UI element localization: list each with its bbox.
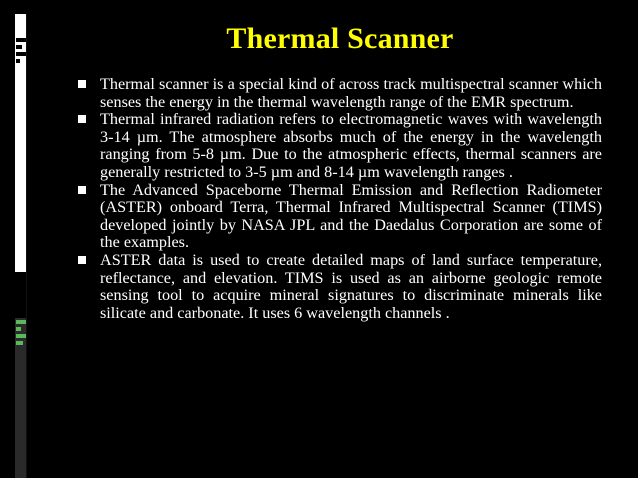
square-bullet-icon	[78, 115, 86, 123]
decorative-bars-bottom	[16, 320, 26, 345]
bullet-text: Thermal infrared radiation refers to electromagnetic waves with wavelength 3-14 µm. The atmosphere absorbs much of the energy in the wavelength ranging from 5-8 µm. Due to the atmospheric effects, thermal scanners are generally restricted to 3-5 µm and 8-14 µm wavelength ranges .	[100, 110, 602, 181]
bullet-text: ASTER data is used to create detailed maps of land surface temperature, reflectance, and elevation. TIMS is used as an airborne geologic remote sensing tool to acquire mineral signatures to discriminate minerals like silicate and carbonate. It uses 6 wavelength channels .	[100, 250, 602, 322]
square-bullet-icon	[78, 80, 86, 88]
bullet-item	[78, 111, 602, 181]
bullet-item	[78, 252, 602, 322]
decorative-bars-top	[16, 38, 26, 63]
bullet-text: The Advanced Spaceborne Thermal Emission and Reflection Radiometer (ASTER) onboard Terra, Thermal Infrared Multispectral Scanner (TIMS) developed jointly by NASA JPL and the Daedalus Corporation are some of the examples.	[100, 180, 602, 252]
square-bullet-icon	[78, 256, 86, 264]
bullet-item	[78, 182, 602, 252]
bullet-item	[78, 76, 602, 111]
slide-title: Thermal Scanner	[226, 22, 454, 55]
square-bullet-icon	[78, 186, 86, 194]
divider-line	[26, 14, 27, 478]
bullet-text: Thermal scanner is a special kind of across track multispectral scanner which senses the energy in the thermal wavelength range of the EMR spectrum.	[100, 75, 602, 111]
bullet-list	[78, 76, 602, 322]
